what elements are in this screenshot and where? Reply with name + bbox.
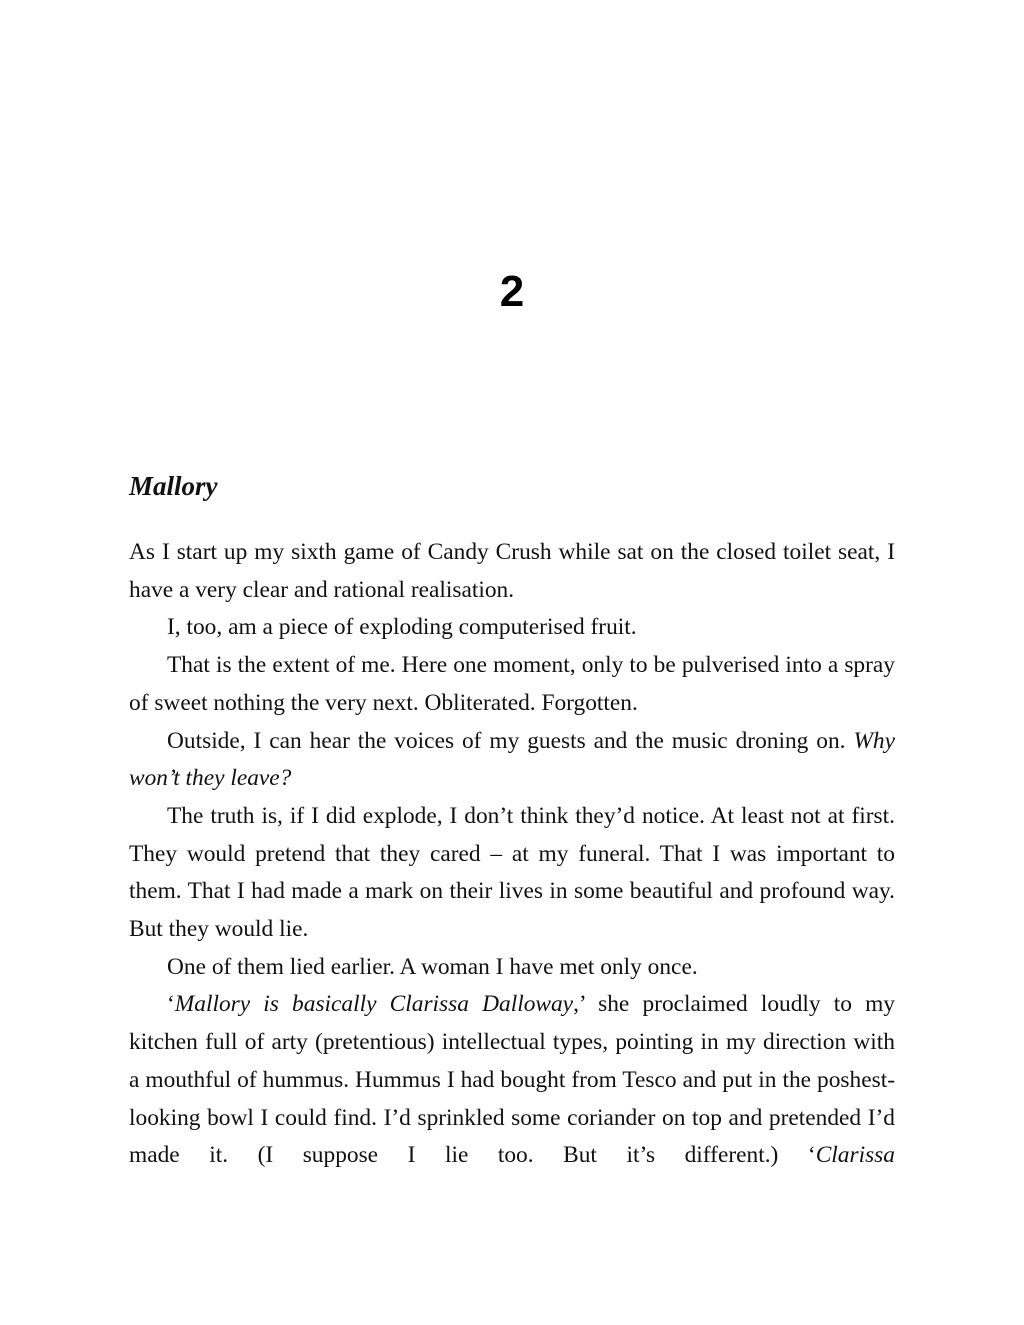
paragraph-text: Outside, I can hear the voices of my guests and the music droning on. (167, 727, 854, 754)
italic-quote-continued: Clarissa (815, 1142, 895, 1169)
paragraph: The truth is, if I did explode, I don’t think they’d notice. At least not at first. They would pretend that they cared – at my funeral. That I was important to them. That I had made a mark on their lives in some beautiful and profound way. But they would lie. (129, 802, 895, 943)
paragraph-text: ,’ she proclaimed loudly to my kitchen full of arty (pretentious) intellectual types, pointing in my direction with a mouthful of hummus. Hummus I had bought from Tesco and put in the poshest-looking bowl I could find. I’d sprinkled some coriander on top and pretended I’d made it. (I suppose I lie too. But it’s different.) ‘ (129, 991, 895, 1169)
chapter-body (129, 534, 895, 1175)
chapter-number: 2 (499, 267, 525, 316)
paragraph (129, 986, 895, 1175)
paragraph: As I start up my sixth game of Candy Crush while sat on the closed toilet seat, I have a very clear and rational realisation. (129, 539, 895, 603)
paragraph: That is the extent of me. Here one moment, only to be pulverised into a spray of sweet nothing the very next. Obliterated. Forgotten. (129, 652, 895, 716)
italic-quote: Mallory is basically Clarissa Dalloway (174, 991, 574, 1018)
narrator-heading: Mallory (129, 471, 218, 501)
paragraph: One of them lied earlier. A woman I have met only once. (167, 953, 698, 980)
paragraph (129, 723, 895, 798)
italic-thought: Why won’t they leave? (129, 727, 895, 792)
open-quote: ‘ (167, 991, 175, 1018)
paragraph: I, too, am a piece of exploding computerised fruit. (167, 614, 637, 641)
